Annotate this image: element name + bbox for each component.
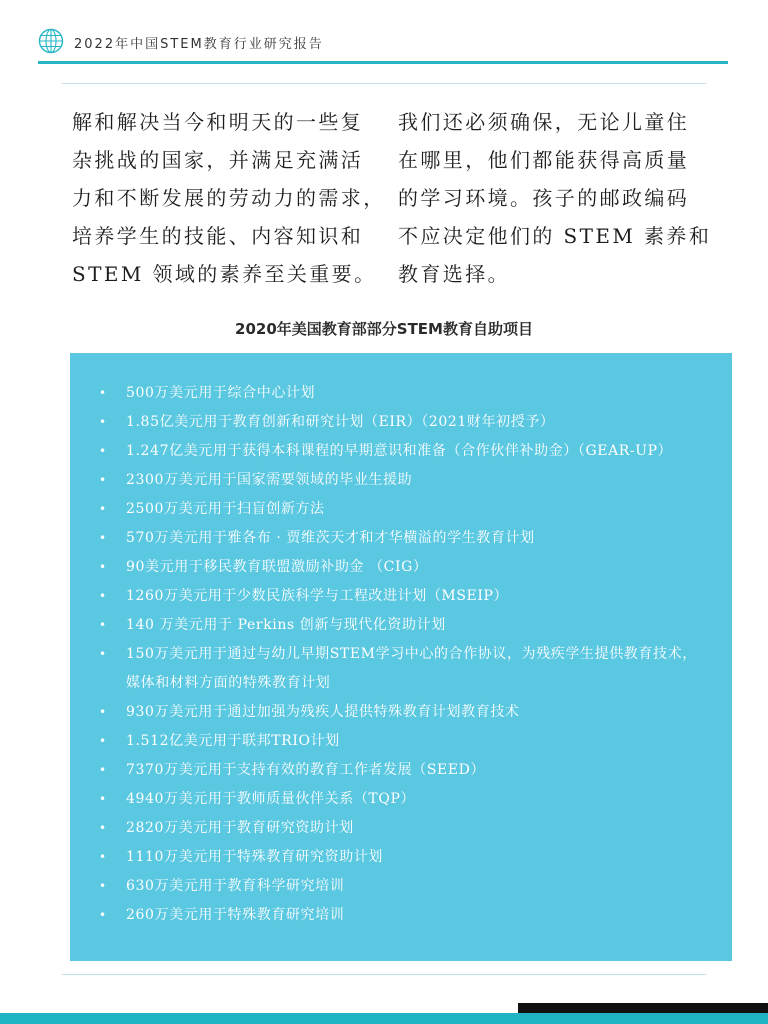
list-item <box>99 814 708 843</box>
list-item-text: 1110万美元用于特殊教育研究资助计划 <box>126 849 384 865</box>
list-item-text: 7370万美元用于支持有效的教育工作者发展（SEED） <box>126 762 486 778</box>
list-item-text: 260万美元用于特殊教育研究培训 <box>126 907 345 923</box>
list-item-text: 90美元用于移民教育联盟激励补助金 （CIG） <box>126 559 428 575</box>
globe-icon <box>38 28 64 54</box>
bullet-icon: • <box>99 386 107 400</box>
list-item <box>99 408 708 437</box>
list-item-text: 1260万美元用于少数民族科学与工程改进计划（MSEIP） <box>126 588 509 604</box>
bullet-icon: • <box>99 531 107 545</box>
list-item <box>99 524 708 553</box>
text-line: 我们还必须确保，无论儿童住 <box>398 110 690 134</box>
footer-dark-bar <box>518 1003 768 1013</box>
list-item <box>99 553 708 582</box>
bullet-icon: • <box>99 792 107 806</box>
text-line: 力和不断发展的劳动力的需求， <box>72 186 386 210</box>
text-line: 在哪里，他们都能获得高质量 <box>398 148 690 172</box>
bullet-icon: • <box>99 879 107 893</box>
bullet-icon: • <box>99 589 107 603</box>
list-item-text: 2300万美元用于国家需要领域的毕业生援助 <box>126 472 413 488</box>
list-item <box>99 640 708 698</box>
footer-accent-bar <box>0 1013 768 1024</box>
list-item <box>99 495 708 524</box>
list-item-text: 630万美元用于教育科学研究培训 <box>126 878 345 894</box>
list-item <box>99 843 708 872</box>
list-item <box>99 785 708 814</box>
list-item-text: 140 万美元用于 Perkins 创新与现代化资助计划 <box>126 617 446 633</box>
page-header <box>0 0 768 64</box>
text-line: 培养学生的技能、内容知识和 <box>72 224 364 248</box>
list-item-text: 1.247亿美元用于获得本科课程的早期意识和准备（合作伙伴补助金）（GEAR-UP） <box>126 443 673 459</box>
list-item <box>99 379 708 408</box>
list-item <box>99 582 708 611</box>
list-item <box>99 437 708 466</box>
text-line: 教育选择。 <box>398 262 510 286</box>
list-item <box>99 611 708 640</box>
content-bottom-divider <box>62 974 706 975</box>
list-item-text: 4940万美元用于教师质量伙伴关系（TQP） <box>126 791 416 807</box>
bullet-icon: • <box>99 473 107 487</box>
list-item-text: 1.85亿美元用于教育创新和研究计划（EIR）（2021财年初授予） <box>126 414 555 430</box>
body-text-left-column <box>72 103 386 293</box>
list-item-text: 150万美元用于通过与幼儿早期STEM学习中心的合作协议，为残疾学生提供教育技术，媒体和材料方面的特殊教育计划 <box>126 646 697 691</box>
program-list-box <box>70 353 732 961</box>
content-top-divider <box>62 83 706 84</box>
bullet-icon: • <box>99 908 107 922</box>
text-line: 的学习环境。孩子的邮政编码 <box>398 186 690 210</box>
text-line: 杂挑战的国家，并满足充满活 <box>72 148 364 172</box>
list-item-text: 500万美元用于综合中心计划 <box>126 385 316 401</box>
body-text-right-column <box>398 103 711 293</box>
list-item-text: 570万美元用于雅各布 · 贾维茨天才和才华横溢的学生教育计划 <box>126 530 535 546</box>
bullet-icon: • <box>99 618 107 632</box>
text-line: 不应决定他们的 STEM 素养和 <box>398 224 712 248</box>
list-item-text: 2500万美元用于扫盲创新方法 <box>126 501 325 517</box>
report-title: 2022年中国STEM教育行业研究报告 <box>74 37 324 52</box>
bullet-icon: • <box>99 415 107 429</box>
bullet-icon: • <box>99 560 107 574</box>
program-box-title: 2020年美国教育部部分STEM教育自助项目 <box>235 320 533 338</box>
list-item <box>99 872 708 901</box>
bullet-icon: • <box>99 502 107 516</box>
bullet-icon: • <box>99 705 107 719</box>
list-item-text: 1.512亿美元用于联邦TRIO计划 <box>126 733 340 749</box>
bullet-icon: • <box>99 763 107 777</box>
bullet-icon: • <box>99 444 107 458</box>
text-line: 解和解决当今和明天的一些复 <box>72 110 364 134</box>
list-item <box>99 466 708 495</box>
list-item <box>99 756 708 785</box>
program-list <box>70 353 732 930</box>
list-item-text: 930万美元用于通过加强为残疾人提供特殊教育计划教育技术 <box>126 704 520 720</box>
list-item <box>99 727 708 756</box>
text-line: STEM 领域的素养至关重要。 <box>72 262 377 286</box>
header-divider <box>38 61 728 64</box>
bullet-icon: • <box>99 850 107 864</box>
bullet-icon: • <box>99 734 107 748</box>
bullet-icon: • <box>99 821 107 835</box>
list-item <box>99 901 708 930</box>
list-item-text: 2820万美元用于教育研究资助计划 <box>126 820 354 836</box>
list-item <box>99 698 708 727</box>
bullet-icon: • <box>99 647 107 661</box>
